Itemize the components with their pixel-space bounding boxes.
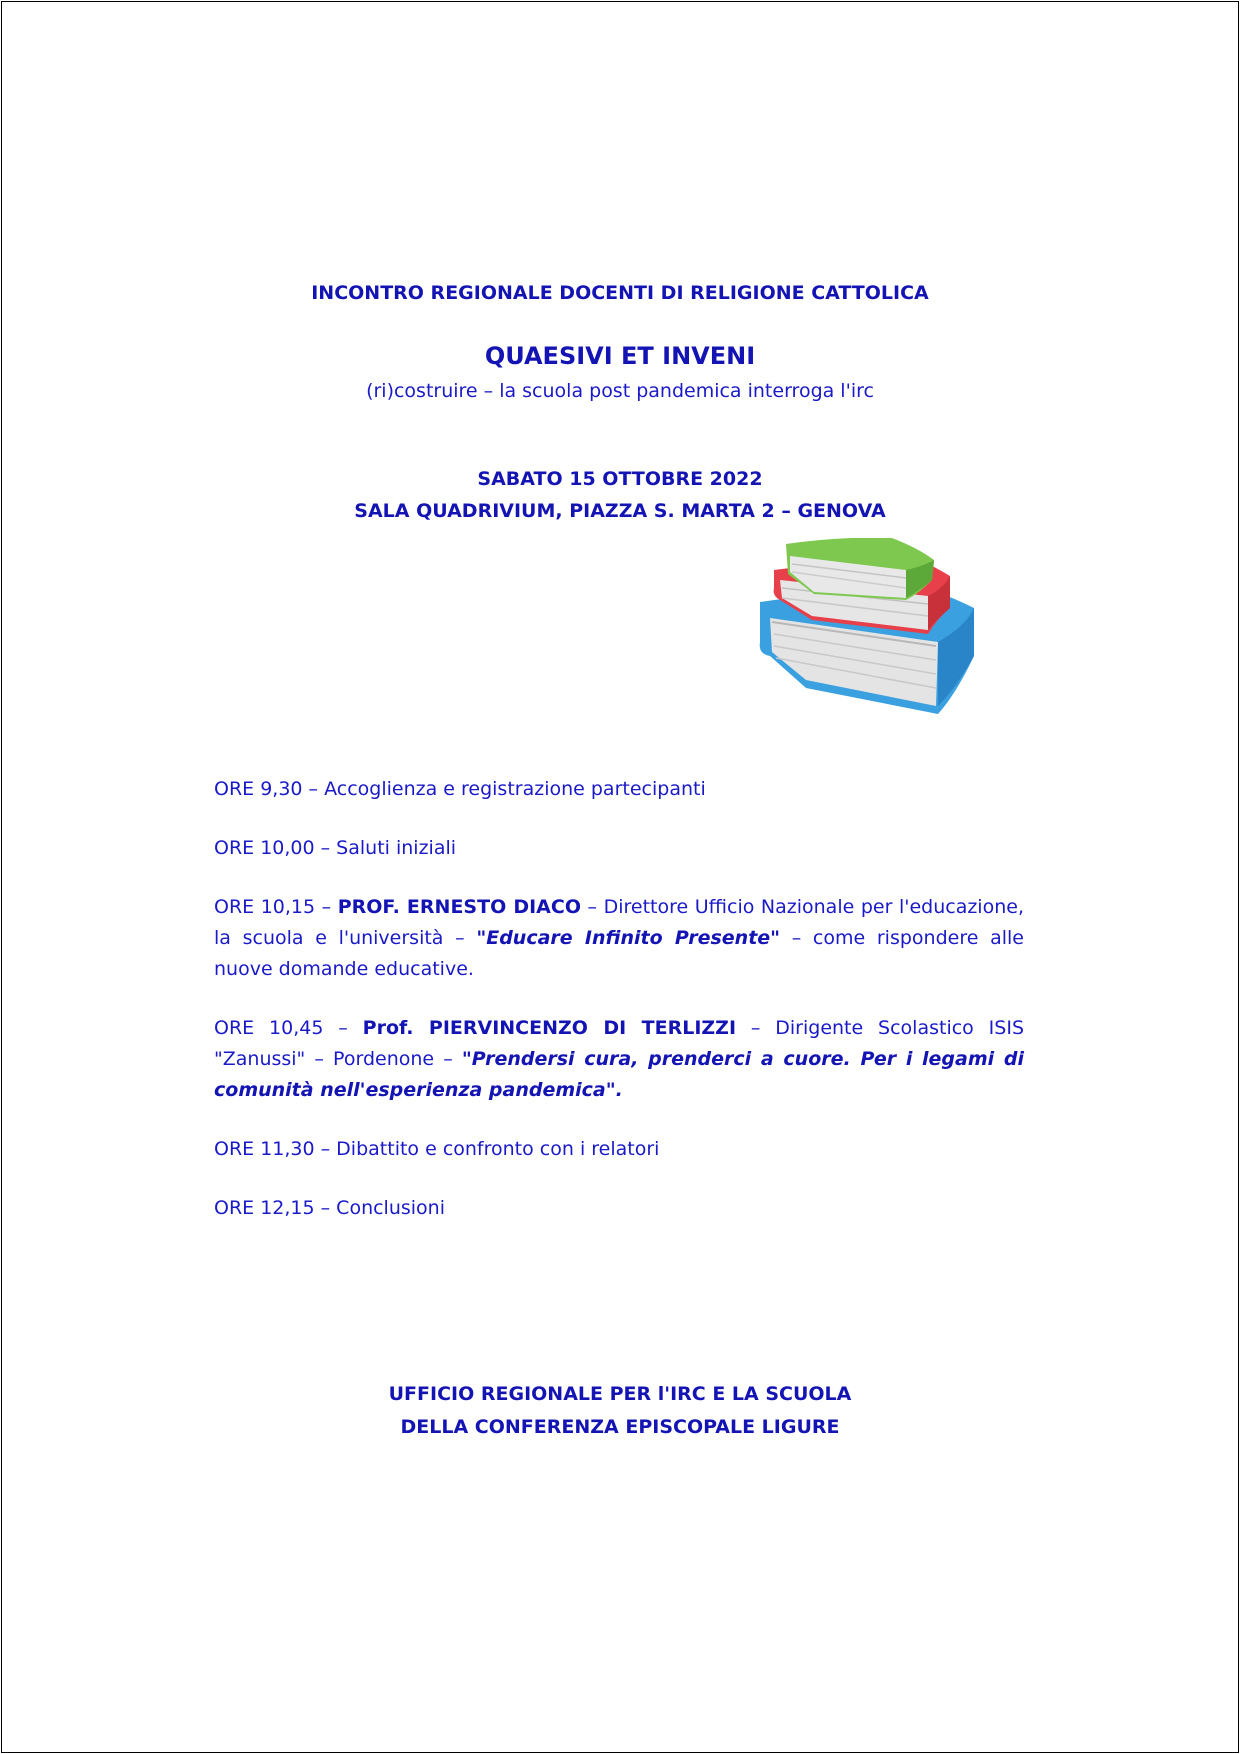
schedule-item-1215 <box>214 1193 1024 1224</box>
schedule-time: ORE 12,15 – <box>214 1197 331 1219</box>
schedule-text: Saluti iniziali <box>330 837 457 859</box>
speaker-role: – Direttore Ufficio Nazionale per l'educazione, la scuola e l'università – <box>214 896 1024 949</box>
schedule <box>214 774 1024 1252</box>
talk-description: – come rispondere alle nuove domande educative. <box>214 927 1024 980</box>
schedule-time: ORE 10,00 – <box>214 837 331 859</box>
talk-title: "Educare Infinito Presente" <box>476 927 781 949</box>
schedule-time: ORE 9,30 – <box>214 778 319 800</box>
schedule-text: Dibattito e confronto con i relatori <box>330 1138 660 1160</box>
schedule-item-1000 <box>214 833 1024 864</box>
org-header: INCONTRO REGIONALE DOCENTI DI RELIGIONE CATTOLICA <box>311 282 929 304</box>
schedule-item-1130 <box>214 1134 1024 1165</box>
schedule-time: ORE 10,45 – <box>214 1017 348 1039</box>
footer-line-1: UFFICIO REGIONALE PER l'IRC E LA SCUOLA <box>388 1383 852 1405</box>
main-title: QUAESIVI ET INVENI <box>484 342 756 370</box>
footer-line-2: DELLA CONFERENZA EPISCOPALE LIGURE <box>400 1416 840 1438</box>
speaker-role: – Dirigente Scolastico ISIS "Zanussi" – Pordenone – <box>214 1017 1024 1070</box>
book-stack-icon <box>752 538 984 716</box>
talk-title: "Prendersi cura, prenderci a cuore. Per i legami di comunità nell'esperienza pandemica". <box>214 1048 1024 1101</box>
footer <box>0 1378 1240 1444</box>
schedule-item-0930 <box>214 774 1024 805</box>
subtitle: (ri)costruire – la scuola post pandemica interroga l'irc <box>366 380 874 402</box>
event-venue: SALA QUADRIVIUM, PIAZZA S. MARTA 2 – GENOVA <box>354 500 886 522</box>
schedule-time: ORE 11,30 – <box>214 1138 331 1160</box>
schedule-text: Accoglienza e registrazione partecipanti <box>318 778 706 800</box>
schedule-time: ORE 10,15 – <box>214 896 332 918</box>
speaker-name: PROF. ERNESTO DIACO <box>337 896 581 918</box>
schedule-item-1045 <box>214 1013 1024 1106</box>
event-date: SABATO 15 OTTOBRE 2022 <box>477 468 763 490</box>
schedule-item-1015 <box>214 892 1024 985</box>
schedule-text: Conclusioni <box>330 1197 446 1219</box>
speaker-name: Prof. PIERVINCENZO DI TERLIZZI <box>362 1017 737 1039</box>
